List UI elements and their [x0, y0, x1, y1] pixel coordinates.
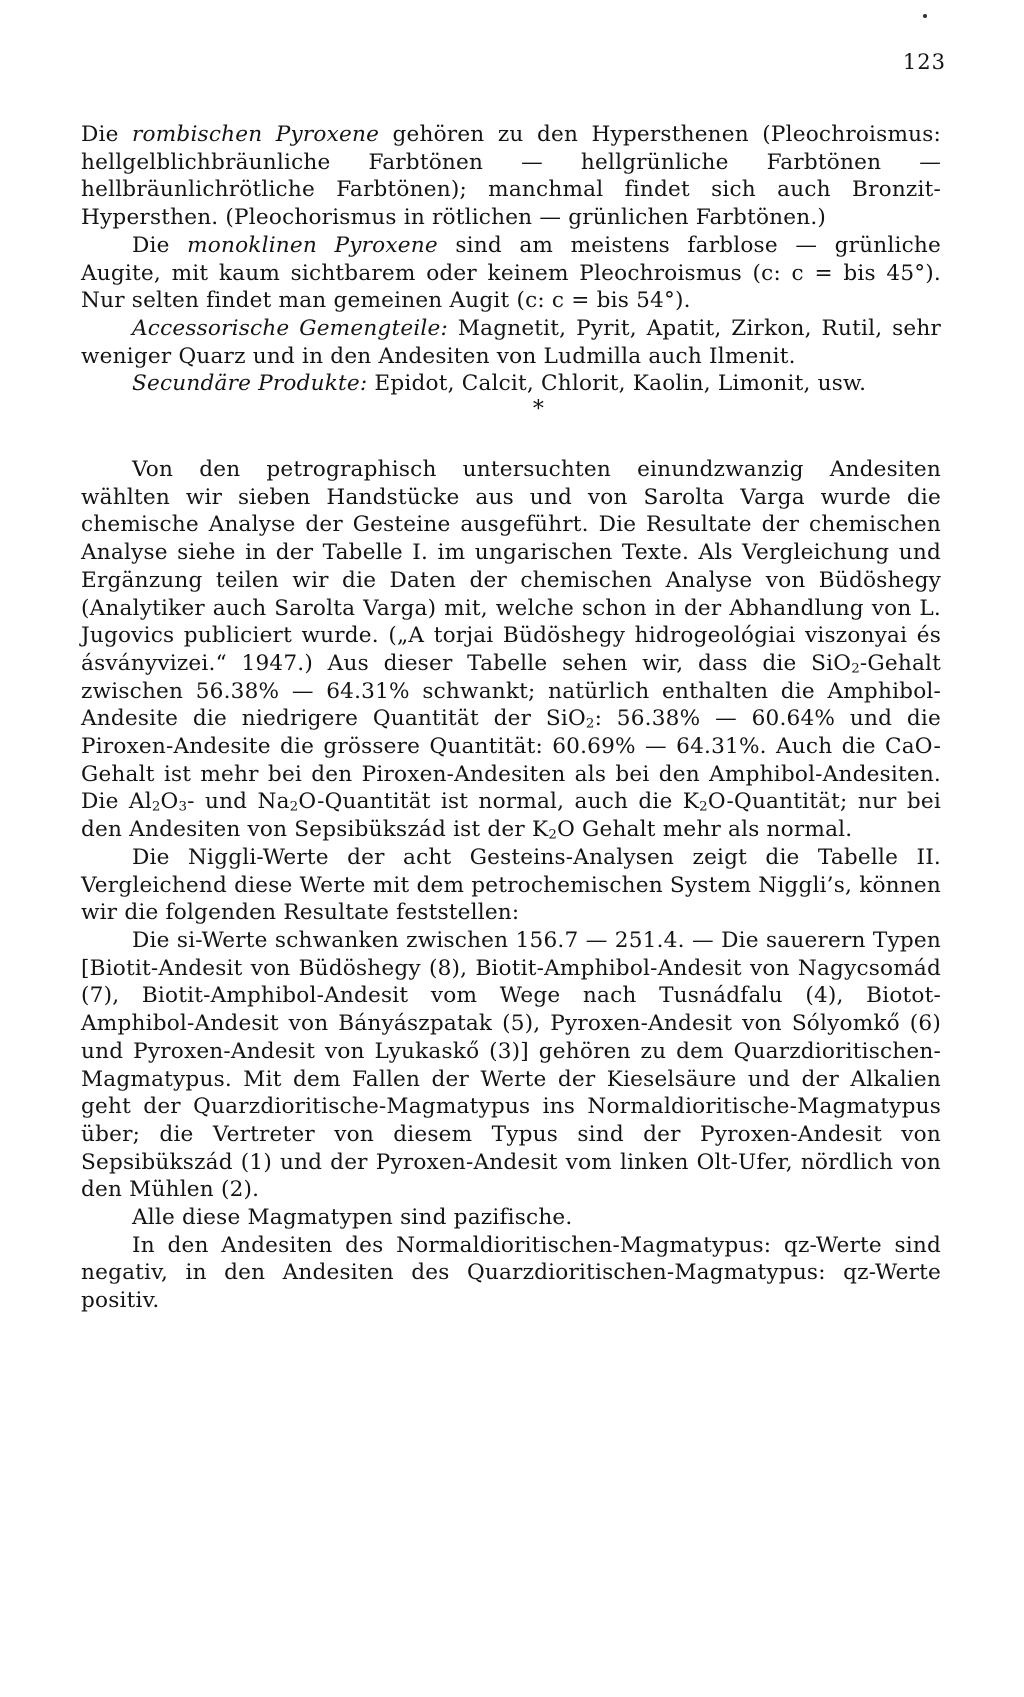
section-separator: * [532, 397, 545, 423]
term-accessory-minerals: Accessorische Gemengteile: [132, 315, 448, 341]
paragraph-qz-values: In den Andesiten des Normaldioritischen-Magmatypus: qz-Werte sind negativ, in den Andesiten des Quarzdioritischen-Magmatypus: qz-Werte positiv. [81, 1232, 941, 1314]
scan-speck [923, 14, 927, 18]
paragraph-niggli-values: Die Niggli-Werte der acht Gesteins-Analysen zeigt die Tabelle II. Vergleichend diese Werte mit dem petrochemischen System Niggli’s, können wir die folgenden Resultate feststellen: [81, 844, 941, 926]
page-number: 123 [902, 50, 946, 74]
term-monoclinic-pyroxenes: monoklinen Pyroxene [187, 232, 438, 258]
term-rhombic-pyroxenes: rombischen Pyroxene [132, 122, 380, 147]
term-secondary-products: Secundäre Produkte: [132, 371, 368, 397]
paragraph-accessory-minerals: Accessorische Gemengteile: Magnetit, Pyrit, Apatit, Zirkon, Rutil, sehr weniger Quarz und in den Andesiten von Ludmilla auch Ilmenit. [81, 315, 941, 369]
paragraph-monoclinic-pyroxenes: Die monoklinen Pyroxene sind am meistens farblose — grünliche Augite, mit kaum sichtbarem oder keinem Pleochroismus (c: c = bis 45°). Nur selten findet man gemeinen Augit (c: c = bis 54°). [81, 232, 941, 314]
paragraph-si-values: Die si-Werte schwanken zwischen 156.7 — 251.4. — Die sauerern Typen [Biotit-Andesit von Büdöshegy (8), Biotit-Amphibol-Andesit von Nagycsomád (7), Biotit-Amphibol-Andesit vom Wege nach Tusnádfalu (4), Biotot-Amphibol-Andesit von Bányászpatak (5), Pyroxen-Andesit von Sólyomkő (6) und Pyroxen-Andesit von Lyukaskő (3)] gehören zu dem Quarzdioritischen-Magmatypus. Mit dem Fallen der Werte der Kieselsäure und der Alkalien geht der Quarzdioritische-Magmatypus ins Normaldioritische-Magmatypus über; die Vertreter von diesem Typus sind der Pyroxen-Andesit von Sepsibükszád (1) und der Pyroxen-Andesit vom linken Olt-Ufer, nördlich von den Mühlen (2). [81, 927, 941, 1203]
paragraph-pacific-magmatypes: Alle diese Magmatypen sind pazifische. [132, 1205, 573, 1231]
paragraph-chemical-analysis: Von den petrographisch untersuchten einundzwanzig Andesiten wählten wir sieben Handstücke aus und von Sarolta Varga wurde die chemische Analyse der Gesteine ausgeführt. Die Resultate der chemischen Analyse siehe in der Tabelle I. im ungarischen Texte. Als Vergleichung und Ergänzung teilen wir die Daten der chemischen Analyse von Büdöshegy (Analytiker auch Sarolta Varga) mit, welche schon in der Abhandlung von L. Jugovics publiciert wurde. („A torjai Büdöshegy hidrogeológiai viszonyai és ásványvizei.“ 1947.) Aus dieser Tabelle sehen wir, dass die SiO$_2$-Gehalt zwischen 56.38% — 64.31% schwankt; natürlich enthalten die Amphibol-Andesite die niedrigere Quantität der SiO$_2$: 56.38% — 60.64% und die Piroxen-Andesite die grössere Quantität: 60.69% — 64.31%. Auch die CaO-Gehalt ist mehr bei den Piroxen-Andesiten als bei den Amphibol-Andesiten. Die $Al_2O_3-$ und $Na_2O$-Quantität ist normal, auch die $K_2O$-Quantität; nur bei den Andesiten von Sepsibükszád ist der $K_2O$ Gehalt mehr als normal. [81, 457, 941, 843]
document-body [81, 121, 941, 1315]
paragraph-rhombic-pyroxenes: Die rombischen Pyroxene gehören zu den Hypersthenen (Pleochroismus: hellgelblichbräunliche Farbtönen — hellgrünliche Farbtönen — hellbräunlichrötliche Farbtönen); manchmal findet sich auch Bronzit-Hypersthen. (Pleochorismus in rötlichen — grünlichen Farbtönen.) [81, 122, 941, 231]
paragraph-secondary-products: Secundäre Produkte: Epidot, Calcit, Chlorit, Kaolin, Limonit, usw. [132, 371, 867, 397]
